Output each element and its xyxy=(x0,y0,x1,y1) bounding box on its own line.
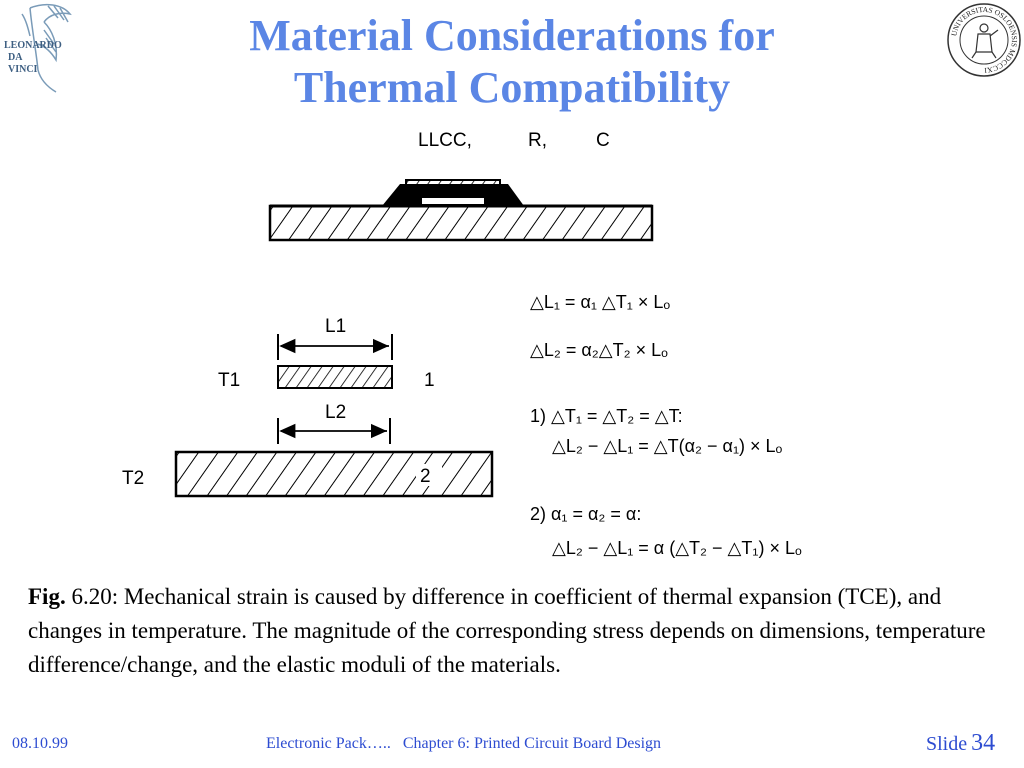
equation-delta-l2: △L₂ = α₂△T₂ × Lₒ xyxy=(530,340,668,360)
case-1-heading: 1) △T₁ = △T₂ = △T: xyxy=(530,406,683,426)
logo-text-da: DA xyxy=(8,52,23,63)
university-seal-logo xyxy=(946,2,1022,78)
equation-delta-l1: △L₁ = α₁ △T₁ × Lₒ xyxy=(530,292,671,312)
slide-number: 34 xyxy=(971,730,996,756)
label-c: C xyxy=(596,130,610,151)
slide-title xyxy=(120,10,904,114)
label-l1: L1 xyxy=(325,316,347,337)
label-l2: L2 xyxy=(325,402,347,423)
footer-course-title: Electronic Pack….. Chapter 6: Printed Circuit Board Design xyxy=(266,735,662,752)
caption-fig-label: Fig. xyxy=(28,584,66,609)
caption-text: 6.20: Mechanical strain is caused by difference in coefficient of thermal expansion (TCE), and changes in temperature. The magnitude of the corresponding stress depends on dimensions, temperature difference/change, and the elastic moduli of the materials. xyxy=(28,584,986,677)
label-part-2: 2 xyxy=(420,466,431,487)
seal-text: UNIVERSITAS OSLOENSIS MDCCCXI xyxy=(949,4,1020,76)
label-t2: T2 xyxy=(122,468,145,489)
slide-word: Slide xyxy=(926,733,968,755)
label-t1: T1 xyxy=(218,370,241,391)
label-llcc: LLCC, xyxy=(418,130,472,151)
slide-title-line1: Material Considerations for xyxy=(249,11,775,60)
figure-caption xyxy=(28,580,998,682)
logo-text-leonardo: LEONARDO xyxy=(4,40,62,51)
llcc-assembly-drawing xyxy=(270,180,652,240)
case-2-equation: △L₂ − △L₁ = α (△T₂ − △T₁) × Lₒ xyxy=(552,538,802,558)
leonardo-da-vinci-logo xyxy=(0,0,74,96)
expansion-diagram xyxy=(122,316,492,496)
case-2-heading: 2) α₁ = α₂ = α: xyxy=(530,504,642,524)
case-1-equation: △L₂ − △L₁ = △T(α₂ − α₁) × Lₒ xyxy=(552,436,783,456)
label-part-1: 1 xyxy=(424,370,435,391)
label-r: R, xyxy=(528,130,547,151)
footer-date: 08.10.99 xyxy=(12,735,68,752)
slide-title-line2: Thermal Compatibility xyxy=(293,63,731,112)
logo-text-vinci: VINCI xyxy=(8,64,38,75)
thermal-compatibility-figure xyxy=(100,118,900,573)
footer-slide-number xyxy=(926,730,995,757)
